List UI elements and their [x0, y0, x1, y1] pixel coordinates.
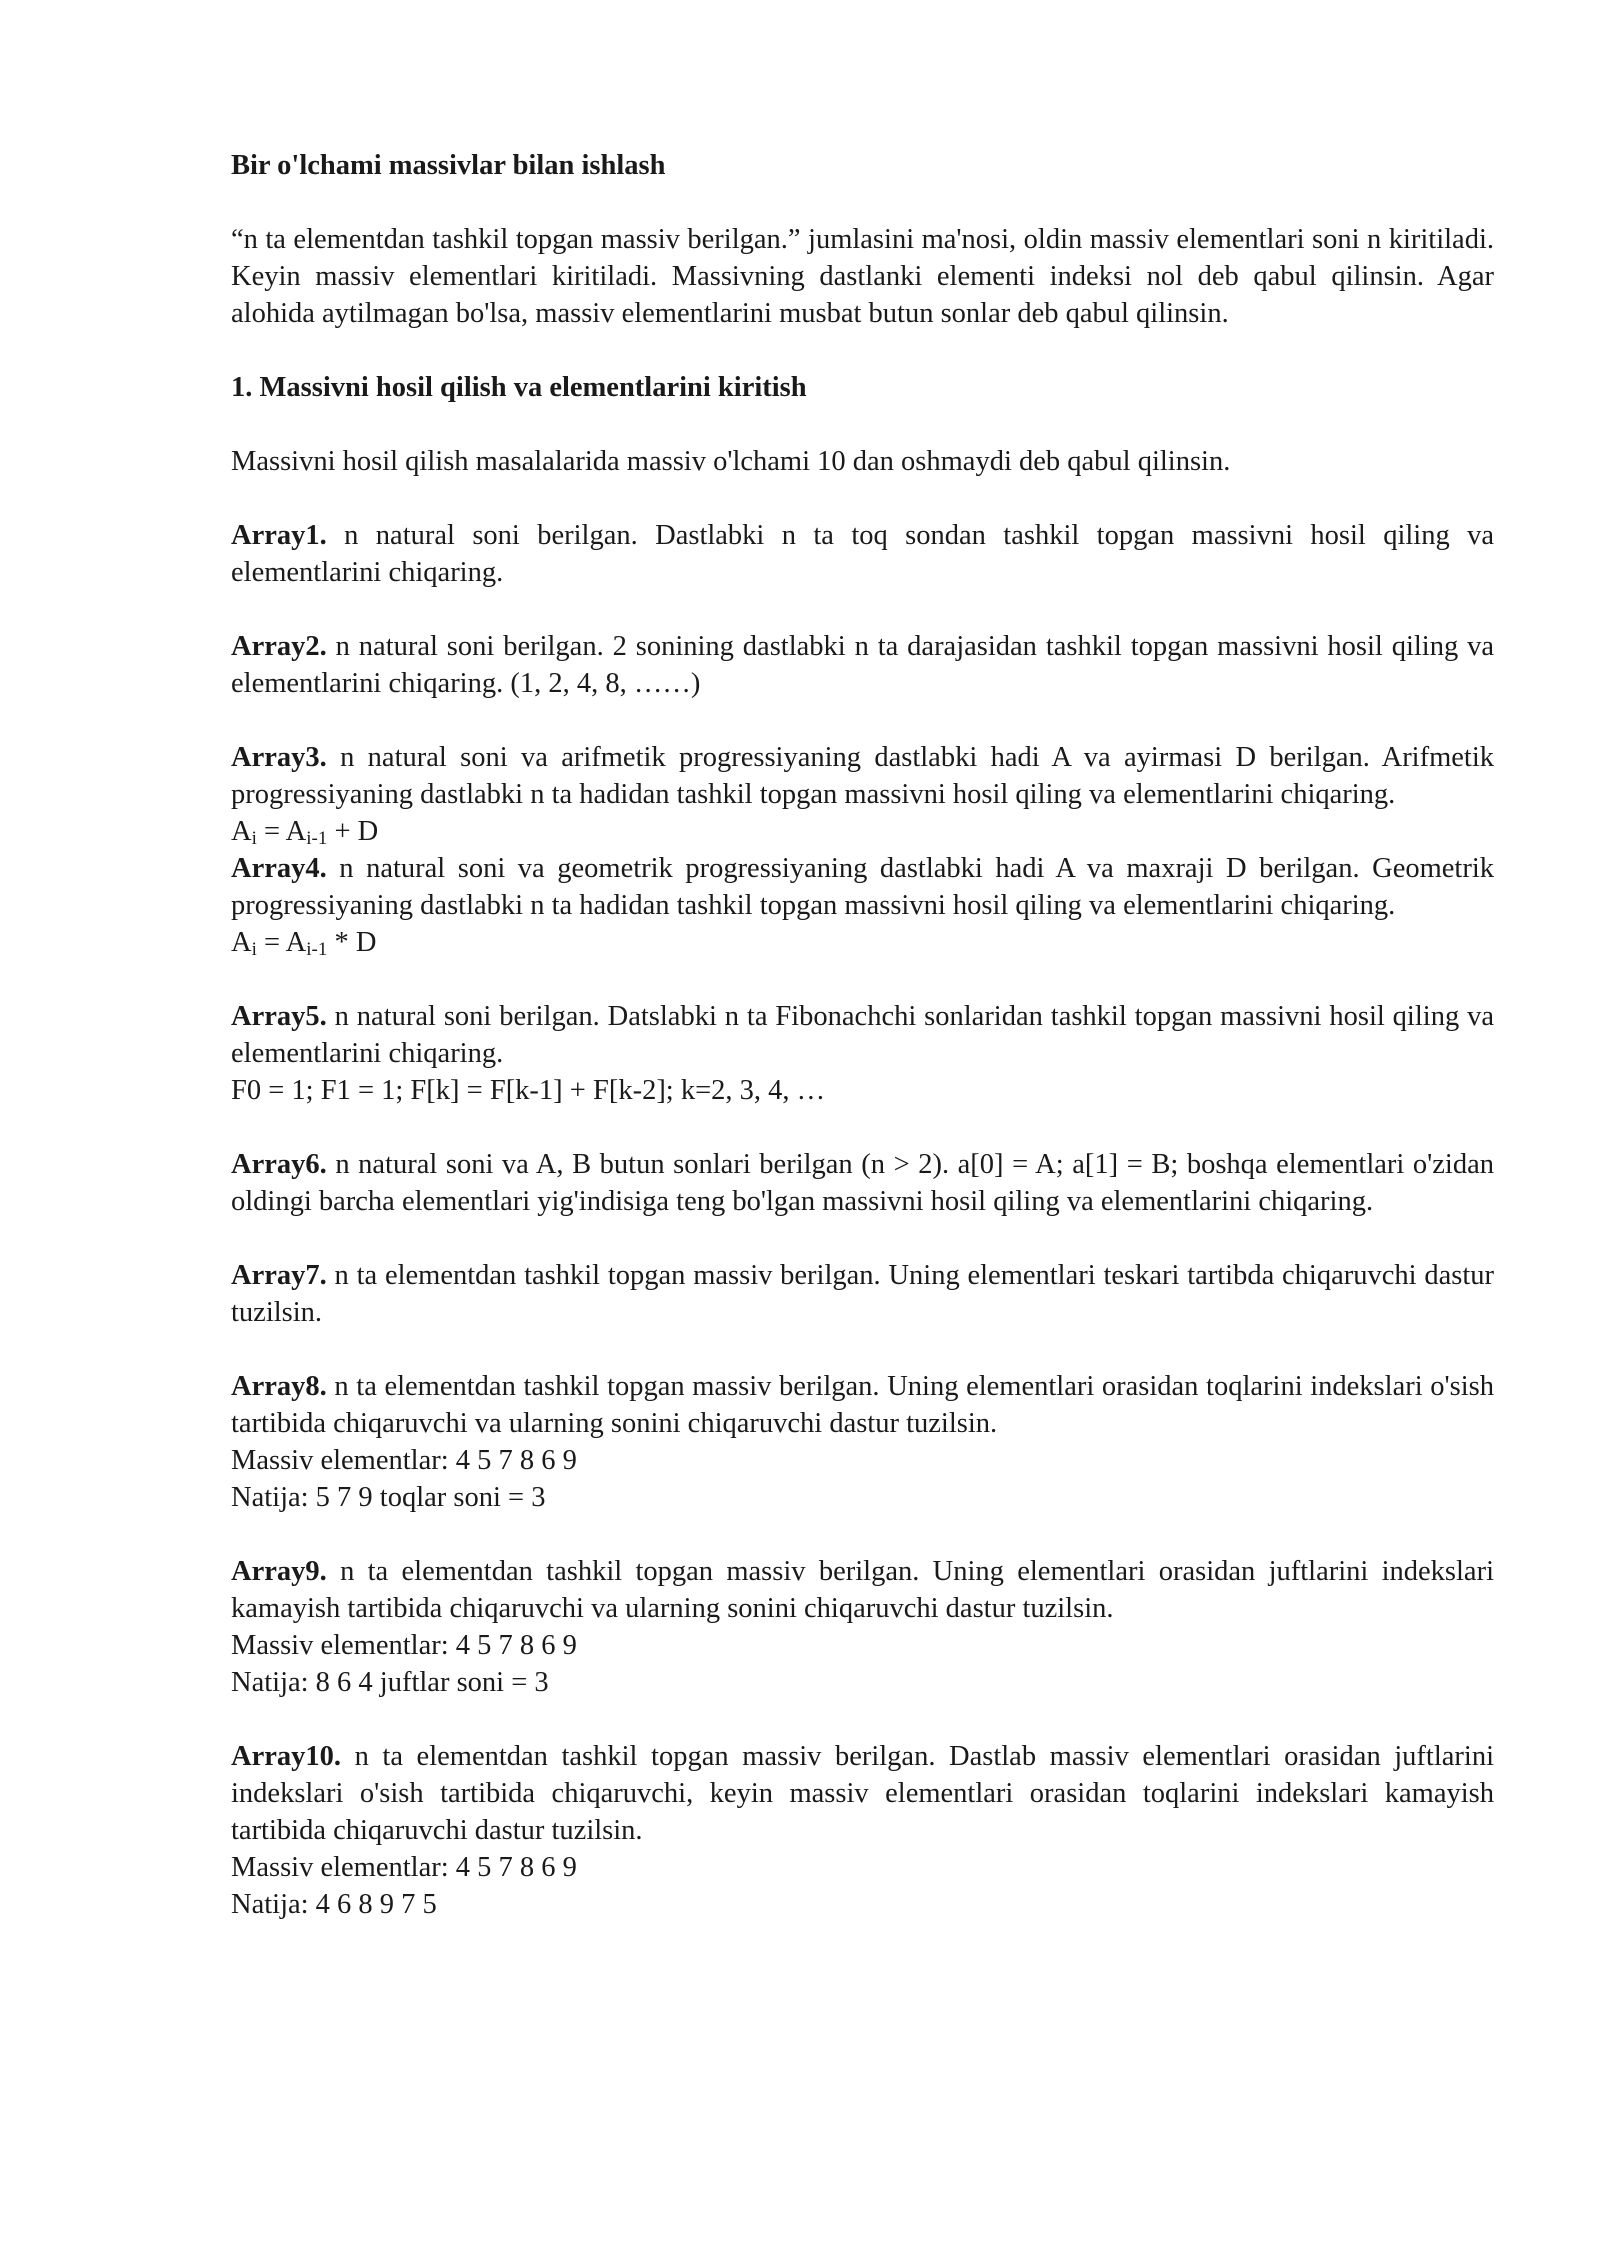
task-text: n natural soni va arifmetik progressiyaning dastlabki hadi A va ayirmasi D berilgan. Arifmetik progressiyaning dastlabki n ta hadidan tashkil topgan massivni hosil qiling va elementlarini chiqaring.	[231, 742, 1494, 810]
task-text: n natural soni va A, B butun sonlari berilgan (n > 2). a[0] = A; a[1] = B; boshqa elementlari o'zidan oldingi barcha elementlari yig'indisiga teng bo'lgan massivni hosil qiling va elementlarini chiqaring.	[231, 1149, 1494, 1217]
task-label: Array3.	[231, 742, 327, 773]
example-output: Natija: 5 7 9 toqlar soni = 3	[231, 1482, 546, 1513]
task-text: n natural soni berilgan. 2 sonining dastlabki n ta darajasidan tashkil topgan massivni hosil qiling va elementlarini chiqaring. (1, 2, 4, 8, ……)	[231, 631, 1494, 699]
section-note: Massivni hosil qilish masalalarida massiv o'lchami 10 dan oshmaydi deb qabul qilinsin.	[231, 446, 1231, 477]
intro-paragraph: “n ta elementdan tashkil topgan massiv berilgan.” jumlasini ma'nosi, oldin massiv elementlari soni n kiritiladi. Keyin massiv elementlari kiritiladi. Massivning dastlanki elementi indeksi nol deb qabul qilinsin. Agar alohida aytilmagan bo'lsa, massiv elementlarini musbat butun sonlar deb qabul qilinsin.	[231, 224, 1494, 329]
example-output: Natija: 4 6 8 9 7 5	[231, 1889, 437, 1920]
task-text: n ta elementdan tashkil topgan massiv berilgan. Uning elementlari orasidan juftlarini indekslari kamayish tartibida chiqaruvchi va ularning sonini chiqaruvchi dastur tuzilsin.	[231, 1556, 1494, 1624]
task-text: n natural soni berilgan. Datslabki n ta Fibonachchi sonlaridan tashkil topgan massivni hosil qiling va elementlarini chiqaring.	[231, 1001, 1494, 1069]
spacer	[231, 1220, 1494, 1257]
formula-lhs: A	[231, 816, 252, 847]
spacer	[231, 1701, 1494, 1738]
task-text: n natural soni berilgan. Dastlabki n ta toq sondan tashkil topgan massivni hosil qiling va elementlarini chiqaring.	[231, 520, 1494, 588]
task-array8	[231, 1368, 1494, 1442]
task-array5	[231, 998, 1494, 1072]
task-array2	[231, 628, 1494, 702]
task-array10	[231, 1738, 1494, 1849]
task-label: Array7.	[231, 1260, 327, 1291]
task-label: Array9.	[231, 1556, 327, 1587]
spacer	[231, 406, 1494, 443]
formula-geometric	[231, 924, 1494, 961]
task-array3	[231, 739, 1494, 813]
task-label: Array10.	[231, 1741, 342, 1772]
task-label: Array4.	[231, 853, 327, 884]
formula-eq: = A	[256, 816, 307, 847]
example-input: Massiv elementlar: 4 5 7 8 6 9	[231, 1445, 577, 1476]
spacer	[231, 332, 1494, 369]
task-text: n natural soni va geometrik progressiyaning dastlabki hadi A va maxraji D berilgan. Geometrik progressiyaning dastlabki n ta hadidan tashkil topgan massivni hosil qiling va elementlarini chiqaring.	[231, 853, 1494, 921]
spacer	[231, 702, 1494, 739]
formula-tail: * D	[327, 927, 377, 958]
formula-eq: = A	[256, 927, 307, 958]
task-label: Array6.	[231, 1149, 327, 1180]
task-array9	[231, 1553, 1494, 1627]
formula-lhs-sub: i	[251, 828, 257, 849]
example-input: Massiv elementlar: 4 5 7 8 6 9	[231, 1630, 577, 1661]
formula-rhs-sub: i-1	[306, 828, 328, 849]
spacer	[231, 480, 1494, 517]
section-heading: 1. Massivni hosil qilish va elementlarini kiritish	[231, 372, 807, 403]
formula-tail: + D	[327, 816, 379, 847]
task-array1	[231, 517, 1494, 591]
task-text: n ta elementdan tashkil topgan massiv berilgan. Uning elementlari teskari tartibda chiqaruvchi dastur tuzilsin.	[231, 1260, 1494, 1328]
document-page	[231, 147, 1494, 1923]
task-label: Array8.	[231, 1371, 327, 1402]
spacer	[231, 961, 1494, 998]
task-label: Array2.	[231, 631, 327, 662]
task-label: Array1.	[231, 520, 327, 551]
spacer	[231, 1516, 1494, 1553]
formula-rhs-sub: i-1	[306, 939, 328, 960]
spacer	[231, 1109, 1494, 1146]
task-text: n ta elementdan tashkil topgan massiv berilgan. Dastlab massiv elementlari orasidan juftlarini indekslari o'sish tartibida chiqaruvchi, keyin massiv elementlari orasidan toqlarini indekslari kamayish tartibida chiqaruvchi dastur tuzilsin.	[231, 1741, 1494, 1846]
spacer	[231, 1331, 1494, 1368]
formula-lhs: A	[231, 927, 252, 958]
task-text: n ta elementdan tashkil topgan massiv berilgan. Uning elementlari orasidan toqlarini indekslari o'sish tartibida chiqaruvchi va ularning sonini chiqaruvchi dastur tuzilsin.	[231, 1371, 1494, 1439]
task-array4	[231, 850, 1494, 924]
document-title: Bir o'lchami massivlar bilan ishlash	[231, 150, 666, 181]
task-label: Array5.	[231, 1001, 327, 1032]
formula-arithmetic	[231, 813, 1494, 850]
example-input: Massiv elementlar: 4 5 7 8 6 9	[231, 1852, 577, 1883]
formula-lhs-sub: i	[251, 939, 257, 960]
task-array6	[231, 1146, 1494, 1220]
example-output: Natija: 8 6 4 juftlar soni = 3	[231, 1667, 549, 1698]
fibonacci-formula: F0 = 1; F1 = 1; F[k] = F[k-1] + F[k-2]; k=2, 3, 4, …	[231, 1075, 826, 1106]
task-array7	[231, 1257, 1494, 1331]
spacer	[231, 591, 1494, 628]
